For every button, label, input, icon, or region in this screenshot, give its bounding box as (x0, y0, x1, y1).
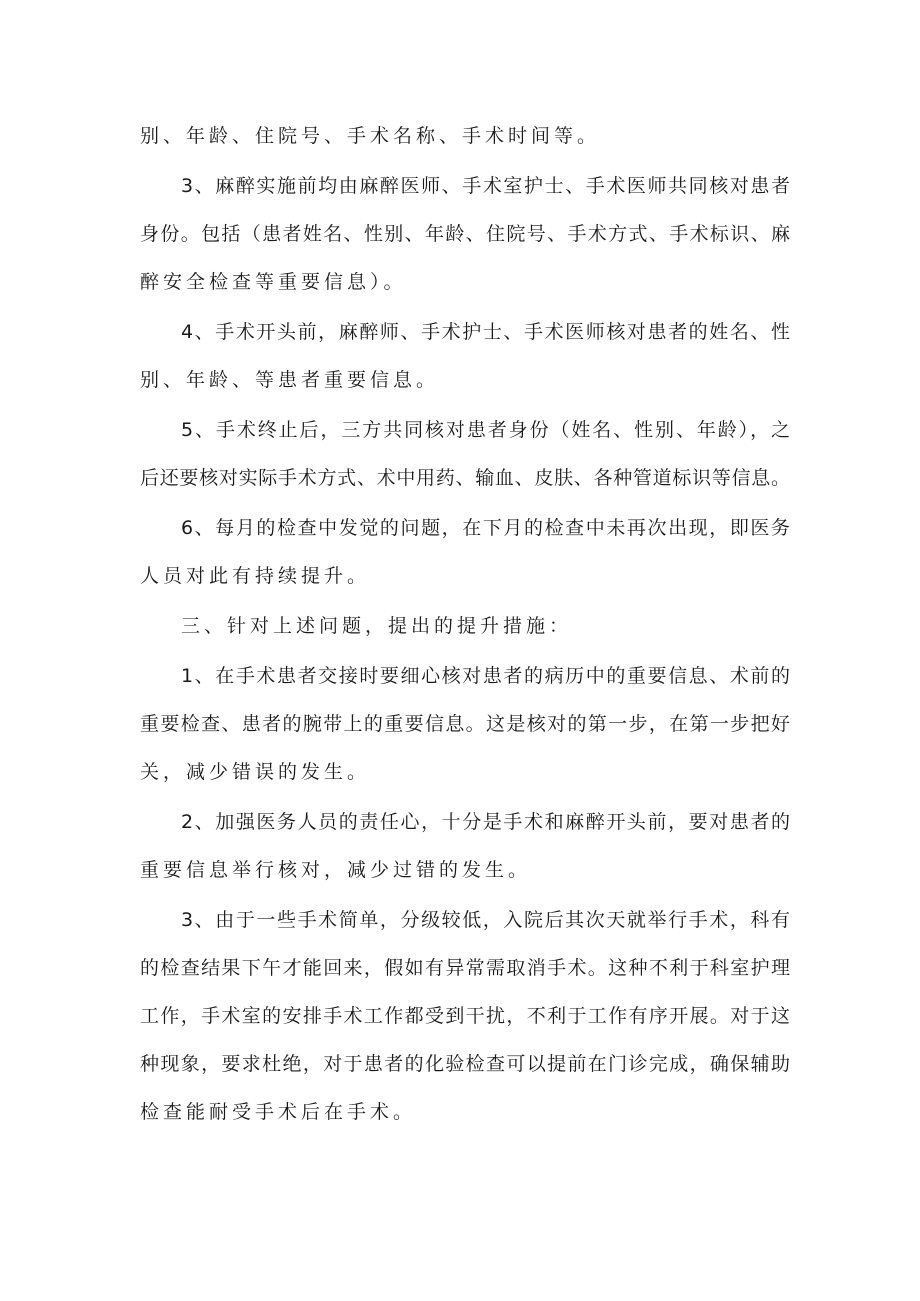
paragraph-line: 后还要核对实际手术方式、术中用药、输血、皮肤、各种管道标识等信息。 (140, 467, 790, 489)
paragraph-line: 醉安全检查等重要信息）。 (140, 271, 407, 293)
paragraph-line: 6、每月的检查中发觉的问题，在下月的检查中未再次出现，即医务 (181, 517, 790, 539)
paragraph-line: 人员对此有持续提升。 (140, 565, 371, 587)
paragraph-line: 的检查结果下午才能回来，假如有异常需取消手术。这种不利于科室护理 (140, 957, 790, 979)
paragraph-line: 5、手术终止后，三方共同核对患者身份（姓名、性别、年龄），之 (181, 419, 790, 441)
document-body (140, 112, 790, 1136)
paragraph-line: 关，减少错误的发生。 (140, 761, 371, 783)
paragraph-line: 别、年龄、等患者重要信息。 (140, 369, 440, 391)
paragraph-line: 种现象，要求杜绝，对于患者的化验检查可以提前在门诊完成，确保辅助 (140, 1053, 790, 1075)
section-heading: 三、针对上述问题，提出的提升措施： (181, 615, 573, 637)
paragraph-line: 检查能耐受手术后在手术。 (140, 1101, 417, 1123)
paragraph-line: 1、在手术患者交接时要细心核对患者的病历中的重要信息、术前的 (181, 665, 790, 687)
paragraph-line: 4、手术开头前，麻醉师、手术护士、手术医师核对患者的姓名、性 (181, 321, 790, 343)
paragraph-line: 身份。包括（患者姓名、性别、年龄、住院号、手术方式、手术标识、麻 (140, 223, 790, 245)
paragraph-line: 2、加强医务人员的责任心，十分是手术和麻醉开头前，要对患者的 (181, 811, 790, 833)
paragraph-line: 3、由于一些手术简单，分级较低，入院后其次天就举行手术，科有 (181, 909, 790, 931)
paragraph-line: 重要检查、患者的腕带上的重要信息。这是核对的第一步，在第一步把好 (140, 713, 790, 735)
paragraph-line: 工作，手术室的安排手术工作都受到干扰，不利于工作有序开展。对于这 (140, 1005, 790, 1027)
paragraph-line: 重要信息举行核对，减少过错的发生。 (140, 859, 532, 881)
paragraph-line: 3、麻醉实施前均由麻醉医师、手术室护士、手术医师共同核对患者 (181, 175, 790, 197)
paragraph-line: 别、年龄、住院号、手术名称、手术时间等。 (140, 125, 601, 147)
